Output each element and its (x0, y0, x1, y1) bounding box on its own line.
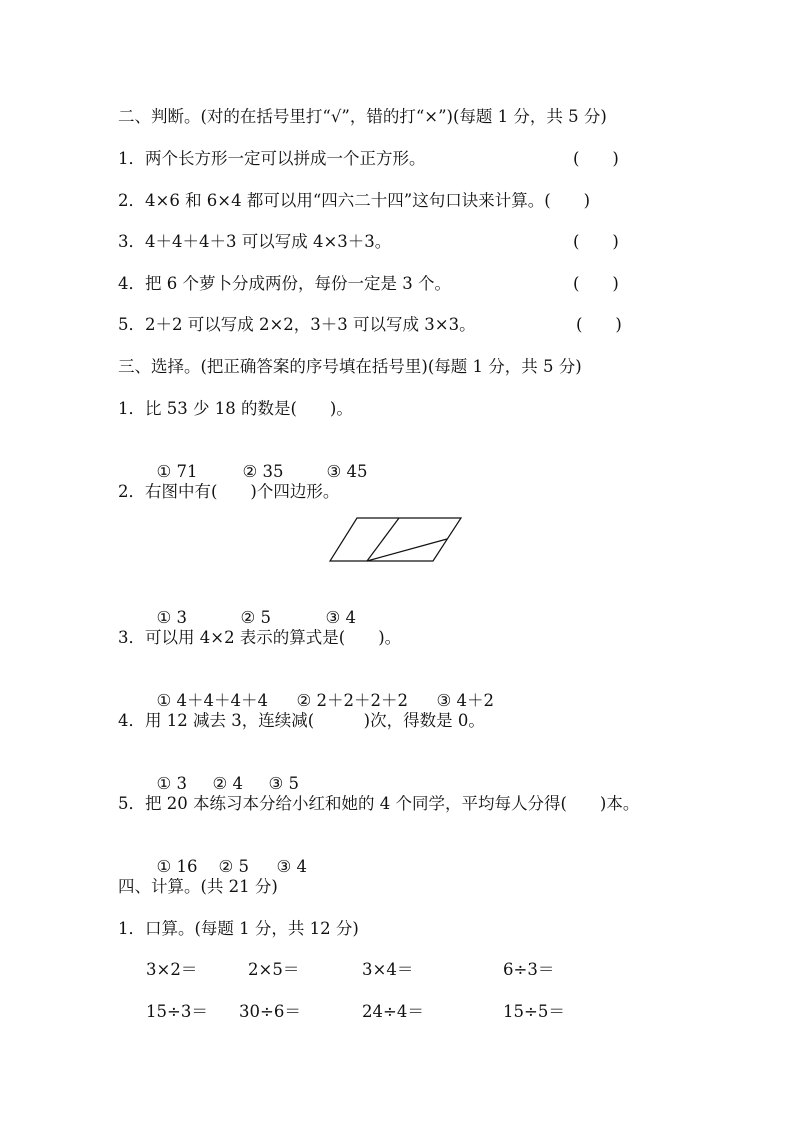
choice-options-5 (146, 834, 307, 878)
calc-item: 3×2＝ (146, 960, 198, 979)
calc-item: 30÷6＝ (239, 1002, 301, 1021)
calc-item: 24÷4＝ (362, 1002, 424, 1021)
option-1-2[interactable]: ② 35 (242, 462, 284, 481)
judge-answer-paren-3[interactable]: ( ) (573, 232, 619, 251)
option-4-3[interactable]: ③ 5 (268, 774, 300, 793)
judge-item-4: 4．把 6 个萝卜分成两份，每份一定是 3 个。 (118, 274, 451, 293)
option-1-3[interactable]: ③ 45 (326, 462, 368, 481)
mental-math-subheading: 1．口算。(每题 1 分，共 12 分) (118, 919, 359, 938)
option-2-3[interactable]: ③ 4 (325, 608, 357, 627)
judge-item-2: 2．4×6 和 6×4 都可以用“四六二十四”这句口诀来计算。( ) (118, 191, 591, 210)
choice-question-3: 3．可以用 4×2 表示的算式是( )。 (118, 628, 402, 647)
option-4-2[interactable]: ② 4 (212, 774, 244, 793)
option-5-2[interactable]: ② 5 (218, 857, 250, 876)
option-2-2[interactable]: ② 5 (240, 608, 272, 627)
judge-answer-paren-5[interactable]: ( ) (576, 315, 622, 334)
calc-item: 6÷3＝ (503, 960, 555, 979)
choice-question-1: 1．比 53 少 18 的数是( )。 (118, 399, 353, 418)
calc-item: 2×5＝ (248, 960, 300, 979)
option-1-1[interactable]: ① 71 (156, 462, 198, 481)
choice-question-4: 4．用 12 减去 3，连续减( )次，得数是 0。 (118, 711, 485, 730)
option-5-1[interactable]: ① 16 (156, 857, 198, 876)
judge-item-5: 5．2＋2 可以写成 2×2，3＋3 可以写成 3×3。 (118, 315, 476, 334)
option-3-1[interactable]: ① 4＋4＋4＋4 (156, 691, 269, 710)
section-4-heading: 四、计算。(共 21 分) (118, 877, 278, 896)
option-3-3[interactable]: ③ 4＋2 (436, 691, 495, 710)
choice-options-3 (146, 668, 494, 712)
judge-item-3: 3．4＋4＋4＋3 可以写成 4×3＋3。 (118, 232, 392, 251)
judge-answer-paren-1[interactable]: ( ) (573, 149, 619, 168)
section-3-heading: 三、选择。(把正确答案的序号填在括号里)(每题 1 分，共 5 分) (118, 357, 582, 376)
quadrilateral-figure (329, 516, 463, 562)
option-3-2[interactable]: ② 2＋2＋2＋2 (296, 691, 409, 710)
choice-question-5: 5．把 20 本练习本分给小红和她的 4 个同学，平均每人分得( )本。 (118, 794, 640, 813)
calc-item: 15÷5＝ (503, 1002, 565, 1021)
choice-options-2 (146, 585, 356, 629)
option-4-1[interactable]: ① 3 (156, 774, 188, 793)
choice-options-1 (146, 439, 368, 483)
option-2-1[interactable]: ① 3 (156, 608, 188, 627)
judge-item-1: 1．两个长方形一定可以拼成一个正方形。 (118, 149, 426, 168)
choice-options-4 (146, 751, 299, 795)
choice-question-2: 2．右图中有( )个四边形。 (118, 482, 340, 501)
calc-item: 15÷3＝ (146, 1002, 208, 1021)
section-2-heading: 二、判断。(对的在括号里打“√”，错的打“×”)(每题 1 分，共 5 分) (118, 107, 607, 126)
calc-item: 3×4＝ (362, 960, 414, 979)
judge-answer-paren-4[interactable]: ( ) (573, 274, 619, 293)
option-5-3[interactable]: ③ 4 (276, 857, 308, 876)
